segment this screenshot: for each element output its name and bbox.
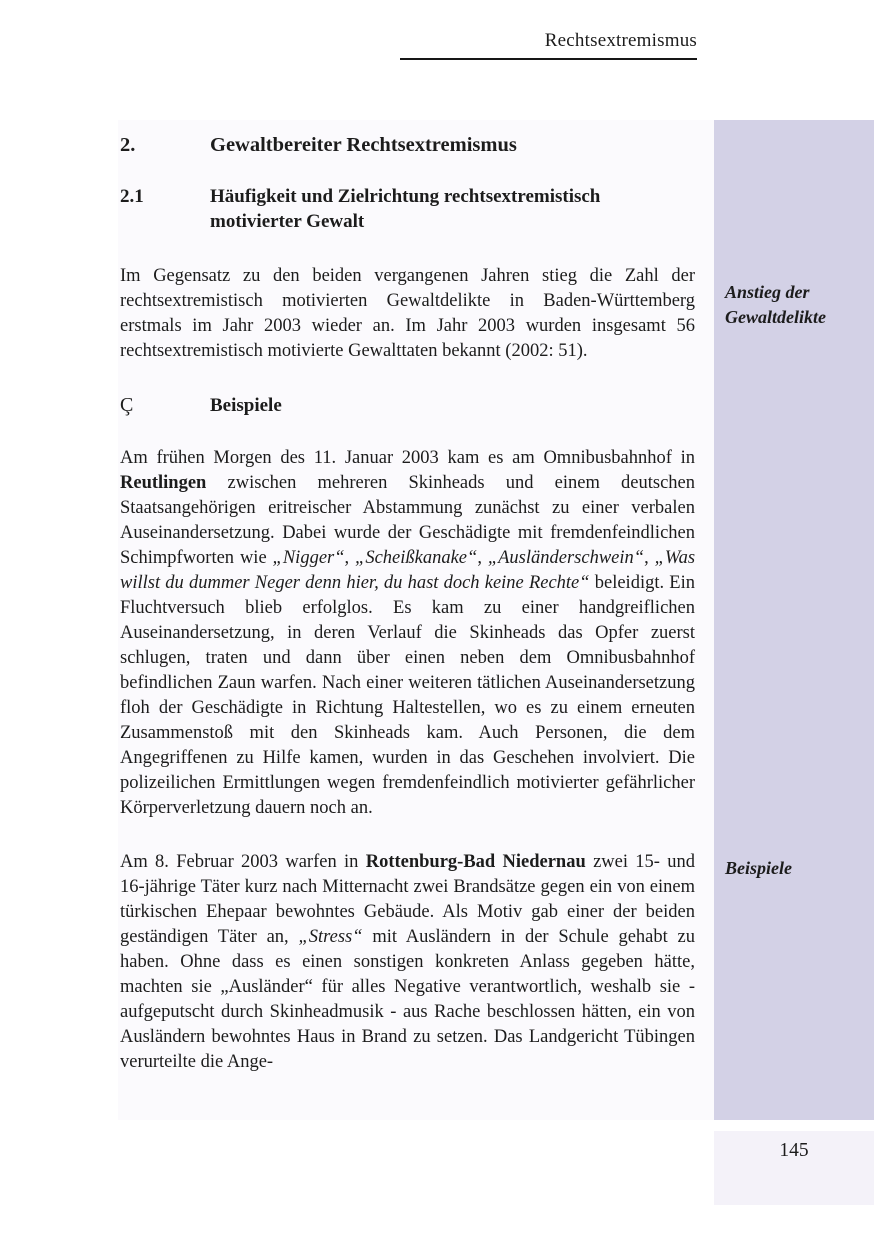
subsection-number: 2.1: [120, 186, 144, 207]
example-paragraph-reutlingen: Am frühen Morgen des 11. Januar 2003 kam es am Omnibusbahnhof in Reutlingen zwischen mehreren Skinheads und einem deutschen Staatsangehörigen eritreischer Abstammung zunächst zu einer verbalen Auseinandersetzung. Dabei wurde der Geschädigte mit fremdenfeindlichen Schimpfworten wie „Nigger“, „Scheißkanake“, „Ausländerschwein“, „Was willst du dummer Neger denn hier, du hast doch keine Rechte“ beleidigt. Ein Fluchtversuch blieb erfolglos. Es kam zu einer handgreiflichen Auseinandersetzung, in deren Verlauf die Skinheads das Opfer zuerst schlugen, traten und dann über einen neben dem Omnibusbahnhof befindlichen Zaun warfen. Nach einer weiteren tätlichen Auseinandersetzung floh der Geschädigte in Richtung Haltestellen, wo es zu einem erneuten Zusammenstoß mit den Skinheads kam. Auch Personen, die dem Angegriffenen zu Hilfe kamen, wurden in das Geschehen involviert. Die polizeilichen Ermittlungen wegen fremdenfeindlich motivierter gefährlicher Körperverletzung dauern noch an.: [120, 448, 696, 818]
main-text-column: [118, 120, 714, 1120]
subsection-heading: [120, 184, 695, 234]
section-number: 2.: [120, 134, 136, 156]
section-heading: [120, 132, 695, 158]
example-paragraph-rottenburg: Am 8. Februar 2003 warfen in Rottenburg-Bad Niedernau zwei 15- und 16-jährige Täter kurz nach Mitternacht zwei Brandsätze gegen ein von einem türkischen Ehepaar bewohntes Gebäude. Als Motiv gab einer der beiden geständigen Täter an, „Stress“ mit Ausländern in der Schule gehabt zu haben. Ohne dass es einen sonstigen konkreten Anlass gegeben hätte, machten sie „Ausländer“ für alles Negative verantwortlich, weshalb sie - aufgeputscht durch Skinheadmusik - aus Rache beschlossen hätten, ein von Ausländern bewohntes Haus in Brand zu setzen. Das Landgericht Tübingen verurteilte die Ange-: [120, 852, 695, 1072]
subsection-title: Häufigkeit und Zielrichtung rechtsextremistisch motivierter Gewalt: [210, 186, 601, 232]
bullet-symbol: Ç: [120, 394, 134, 416]
margin-note-beispiele: Beispiele: [725, 858, 792, 878]
intro-paragraph: Im Gegensatz zu den beiden vergangenen Jahren stieg die Zahl der rechtsextremistisch motivierten Gewaltdelikte in Baden-Württemberg erstmals im Jahr 2003 wieder an. Im Jahr 2003 wurden insgesamt 56 rechtsextremistisch motivierte Gewalttaten bekannt (2002: 51).: [120, 266, 695, 361]
page-number: 145: [779, 1140, 809, 1161]
margin-notes-column: [714, 120, 874, 1120]
margin-note-anstieg-gewaltdelikte: Anstieg der Gewaltdelikte: [725, 282, 826, 327]
examples-bullet-row: [120, 393, 695, 418]
running-head: Rechtsextremismus: [400, 30, 697, 60]
section-title: Gewaltbereiter Rechtsextremismus: [210, 134, 517, 156]
page-number-block: [714, 1131, 874, 1205]
examples-label: Beispiele: [210, 395, 282, 416]
